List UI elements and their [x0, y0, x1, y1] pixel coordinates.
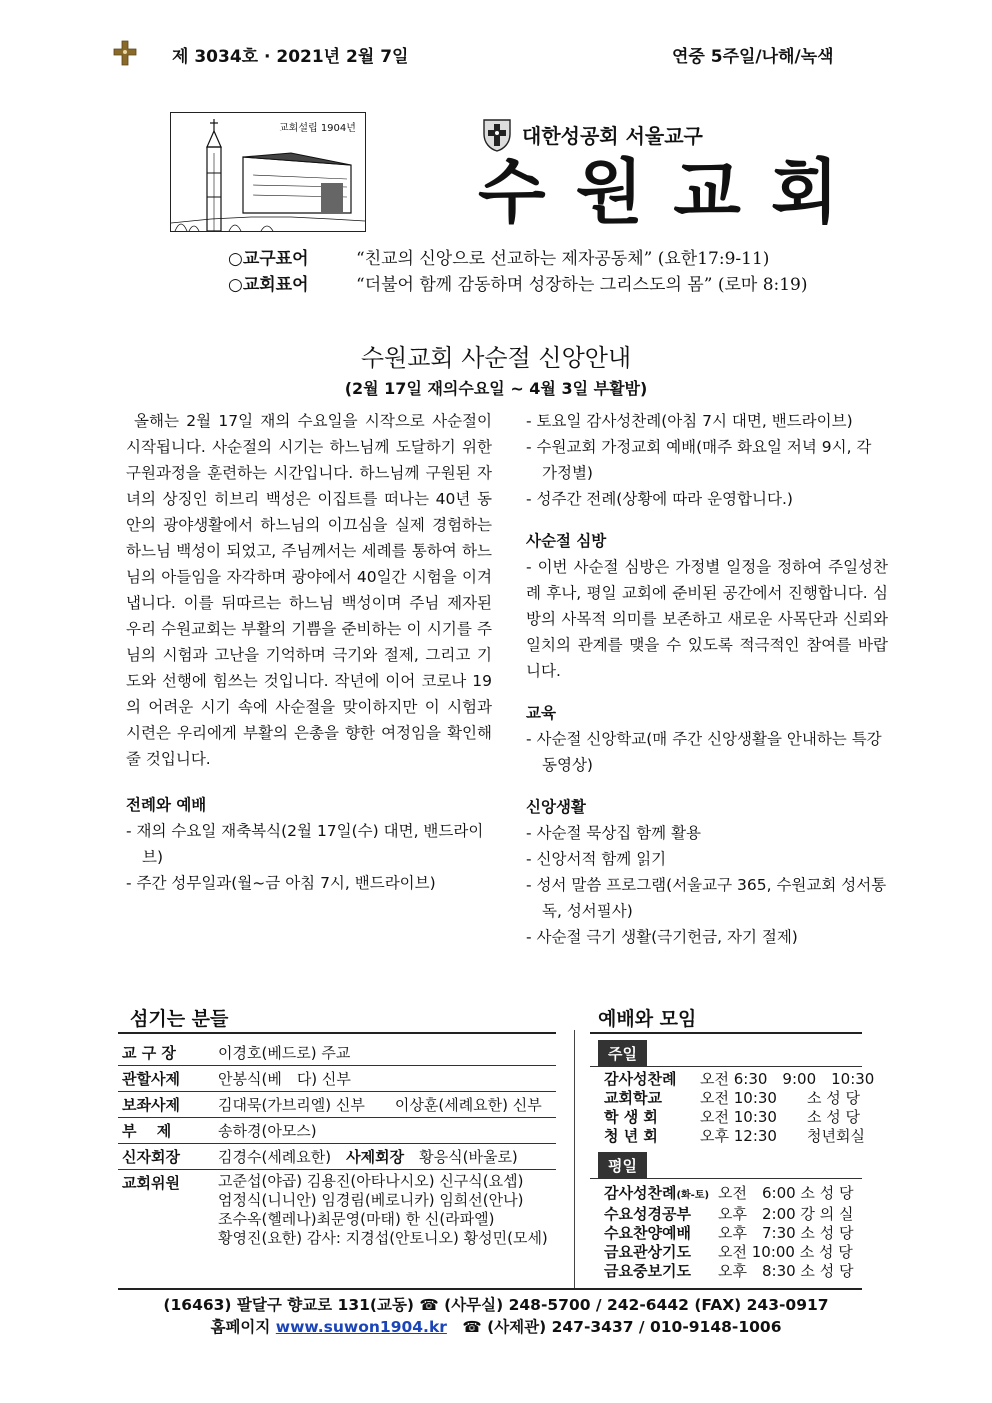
schedule-title: 예배와 모임 — [598, 1008, 697, 1030]
list-item: - 사순절 신앙학교(매 주간 신앙생활을 안내하는 특강 동영상) — [526, 730, 882, 774]
role-label: 교회위원 — [122, 1174, 180, 1192]
footer-contact — [0, 1294, 992, 1316]
servants-divider — [118, 1032, 556, 1034]
schedule-row — [604, 1205, 853, 1224]
schedule-time: 오전 10:00 소 성 당 — [718, 1243, 853, 1261]
worship-section-title: 전례와 예배 — [126, 796, 207, 814]
schedule-time: 오후 8:30 소 성 당 — [718, 1262, 854, 1280]
schedule-row — [604, 1089, 874, 1108]
schedule-name: 금요중보기도 — [604, 1262, 691, 1280]
motto-text: “더불어 함께 감동하며 성장하는 그리스도의 몸” (로마 8:19) — [356, 275, 808, 295]
education-section-title: 교육 — [526, 704, 556, 722]
schedule-note: (화-토) — [676, 1190, 710, 1201]
role-value: 김대묵(가브리엘) 신부 이상훈(세례요한) 신부 — [218, 1096, 542, 1114]
list-item: - 사순절 묵상집 함께 활용 — [526, 824, 702, 842]
faith-life-section-title: 신앙생활 — [526, 798, 586, 816]
role-label: 보좌사제 — [122, 1096, 180, 1114]
worship-list — [126, 818, 492, 896]
weekday-schedule — [604, 1184, 853, 1281]
schedule-row — [604, 1224, 853, 1243]
schedule-name: 청 년 회 — [604, 1127, 658, 1145]
schedule-name: 학 생 회 — [604, 1108, 658, 1126]
liturgical-season: 연중 5주일/나해/녹색 — [672, 47, 834, 67]
weekday-rule — [590, 1178, 862, 1179]
role-label: 사제회장 — [346, 1148, 405, 1166]
schedule-row — [604, 1108, 874, 1127]
table-row — [118, 1066, 556, 1092]
article-subtitle: (2월 17일 재의수요일 ~ 4월 3일 부활밤) — [344, 379, 648, 398]
table-row — [118, 1118, 556, 1144]
schedule-row — [604, 1243, 853, 1262]
diocese-name: 대한성공회 서울교구 — [522, 124, 703, 148]
sunday-tag: 주일 — [598, 1040, 647, 1067]
cross-icon — [112, 40, 138, 66]
faith-life-list — [526, 820, 888, 950]
education-list — [526, 726, 888, 778]
committee-line: 조수옥(헬레나)최문영(마태) 한 신(라파엘) — [218, 1210, 495, 1228]
committee-line: 엄정식(니니안) 임경림(베로니카) 임희선(안나) — [218, 1191, 524, 1209]
issue-info: 제 3034호 · 2021년 2월 7일 — [172, 47, 409, 67]
list-item: - 성주간 전례(상황에 따라 운영합니다.) — [526, 490, 793, 508]
role-label: 교 구 장 — [122, 1044, 176, 1062]
schedule-row — [604, 1070, 874, 1089]
article-left-column — [126, 408, 492, 896]
church-illustration — [170, 112, 366, 232]
footer-web — [0, 1316, 992, 1338]
role-name: 황응식(바울로) — [419, 1148, 518, 1166]
servants-table — [118, 1040, 556, 1250]
role-name: 김경수(세례요한) — [218, 1148, 332, 1166]
table-row — [118, 1040, 556, 1066]
motto-label: ○교구표어 — [228, 249, 309, 269]
committee-line: 황영진(요한) 감사: 지경섭(안토니오) 황성민(모세) — [218, 1229, 548, 1247]
schedule-row — [604, 1184, 853, 1205]
diocese-motto — [228, 244, 769, 269]
intro-paragraph: 올해는 2월 17일 재의 수요일을 시작으로 사순절이 시작됩니다. 사순절의 시기는 하느님께 도달하기 위한 구원과정을 훈련하는 시간입니다. 하느님께 구원된 자녀의 상징인 히브리 백성은 이집트를 떠나는 40년 동안의 광야생활에서 하느님의 이끄심을 실제 경험하는 하느님 백성이 되었고, 주님께서는 세례를 통하여 하느님의 아들임을 자각하며 광야에서 40일간 시험을 이겨냅니다. 이를 뒤따르는 하느님 백성이며 주님 제자된 우리 수원교회는 부활의 기쁨을 준비하는 이 시기를 주님의 시험과 고난을 기억하며 극기와 절제, 그리고 기도와 선행에 힘쓰는 것입니다. 작년에 이어 코로나 19의 어려운 시기 속에 사순절을 맞이하지만 이 시험과 시련은 우리에게 부활의 은총을 향한 여정임을 확인해 줄 것입니다. — [126, 412, 492, 768]
schedule-name: 감사성찬례 — [604, 1070, 677, 1088]
schedule-time: 오후 12:30 청년회실 — [700, 1127, 865, 1145]
servants-title: 섬기는 분들 — [130, 1008, 229, 1030]
article-title: 수원교회 사순절 신앙안내 — [360, 344, 632, 372]
visit-section-title: 사순절 심방 — [526, 532, 607, 550]
worship-list-continued — [526, 408, 888, 512]
list-item: - 재의 수요일 재축복식(2월 17일(수) 대면, 밴드라이브) — [126, 822, 484, 866]
weekday-tag: 평일 — [598, 1152, 647, 1179]
homepage-label: 홈페이지 — [210, 1318, 271, 1336]
role-value: 송하경(아모스) — [218, 1122, 317, 1140]
role-value — [214, 1170, 556, 1251]
schedule-row — [604, 1262, 853, 1281]
table-row — [118, 1144, 556, 1170]
schedule-time: 오후 7:30 소 성 당 — [718, 1224, 854, 1242]
list-item: - 신앙서적 함께 읽기 — [526, 850, 667, 868]
list-item: - 수원교회 가정교회 예배(매주 화요일 저녁 9시, 각 가정별) — [526, 438, 872, 482]
founding-year: 교회설립 1904년 — [279, 123, 356, 134]
homepage-link[interactable]: www.suwon1904.kr — [275, 1318, 447, 1336]
table-row — [118, 1170, 556, 1251]
role-value: 이경호(베드로) 주교 — [218, 1044, 351, 1062]
role-label: 부 제 — [122, 1122, 172, 1140]
schedule-name: 수요성경공부 — [604, 1205, 691, 1223]
schedule-time: 오전 10:30 소 성 당 — [700, 1108, 860, 1126]
church-motto — [228, 270, 808, 295]
schedule-divider — [574, 1030, 575, 1288]
table-row — [118, 1092, 556, 1118]
sunday-schedule — [604, 1070, 874, 1146]
schedule-name: 감사성찬례 — [604, 1184, 677, 1202]
role-value: 안봉식(베 다) 신부 — [218, 1070, 351, 1088]
motto-label: ○교회표어 — [228, 275, 309, 295]
schedule-name: 수요찬양예배 — [604, 1224, 691, 1242]
role-label: 관할사제 — [122, 1070, 180, 1088]
list-item: - 사순절 극기 생활(극기헌금, 자기 절제) — [526, 928, 798, 946]
footer-office-phone: ☎ (사무실) 248-5700 / 242-6442 (FAX) 243-0917 — [419, 1296, 829, 1314]
motto-text: “친교의 신앙으로 선교하는 제자공동체” (요한17:9-11) — [356, 249, 770, 269]
schedule-time: 오후 2:00 강 의 실 — [718, 1205, 854, 1223]
schedule-top-rule — [590, 1032, 862, 1034]
list-item: - 토요일 감사성찬례(아침 7시 대면, 밴드라이브) — [526, 412, 853, 430]
footer-rule — [118, 1288, 862, 1290]
article-right-column — [526, 408, 888, 950]
diocese-emblem-icon — [480, 116, 514, 152]
schedule-name: 금요관상기도 — [604, 1243, 691, 1261]
list-item: - 주간 성무일과(월~금 아침 7시, 밴드라이브) — [126, 874, 436, 892]
footer-rectory-phone: ☎ (사제관) 247-3437 / 010-9148-1006 — [462, 1318, 782, 1336]
visit-paragraph: - 이번 사순절 심방은 가정별 일정을 정하여 주일성찬례 후나, 평일 교회에 준비된 공간에서 진행합니다. 심방의 사목적 의미를 보존하고 새로운 사목단과 신뢰와 일치의 관계를 맺을 수 있도록 적극적인 참여를 바랍니다. — [526, 558, 888, 680]
role-value — [214, 1144, 556, 1170]
footer-address: (16463) 팔달구 향교로 131(교동) — [163, 1296, 415, 1314]
schedule-time: 오전 6:30 9:00 10:30 — [700, 1070, 875, 1088]
list-item: - 성서 말씀 프로그램(서울교구 365, 수원교회 성서통독, 성서필사) — [526, 876, 887, 920]
sunday-rule — [590, 1066, 862, 1067]
committee-line: 고준섭(야곱) 김용진(아타나시오) 신구식(요셉) — [218, 1172, 524, 1190]
schedule-time: 오전 10:30 소 성 당 — [700, 1089, 860, 1107]
church-name: 수원교회 — [478, 150, 869, 233]
schedule-row — [604, 1127, 874, 1146]
role-label: 신자회장 — [122, 1148, 180, 1166]
schedule-time: 오전 6:00 소 성 당 — [718, 1184, 854, 1202]
schedule-name: 교회학교 — [604, 1089, 662, 1107]
